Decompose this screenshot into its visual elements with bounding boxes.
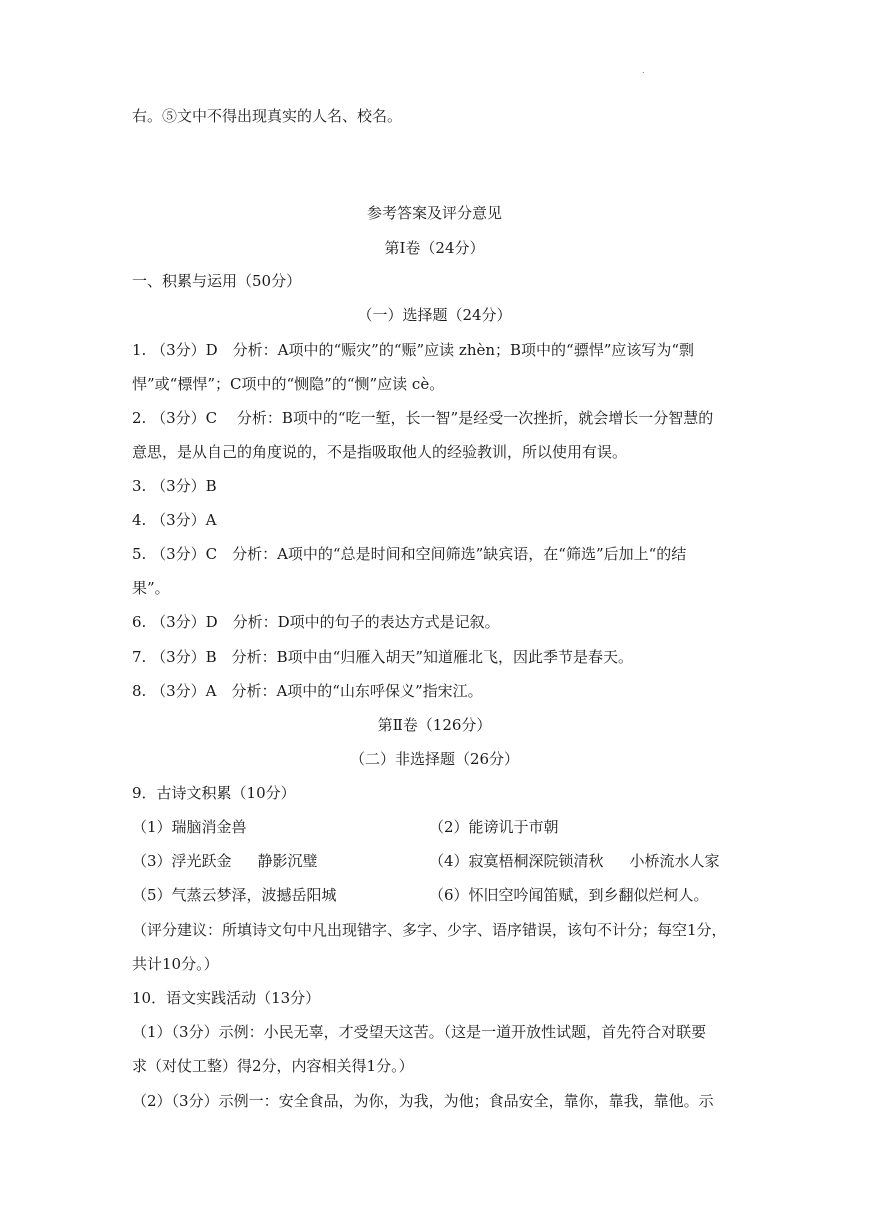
poem-answer: （5）气蒸云梦泽，波撼岳阳城 <box>132 886 337 904</box>
volume-2-heading: 第Ⅱ卷（126分） <box>377 716 492 734</box>
answer-line: 意思，是从自己的角度说的，不是指吸取他人的经验教训，所以使用有误。 <box>132 443 628 461</box>
header-dot: . <box>642 66 645 75</box>
answer-line: （1）（3分）示例：小民无辜，才受望天这苦。（这是一道开放性试题，首先符合对联要 <box>132 1023 707 1041</box>
answer-line: 求（对仗工整）得2分，内容相关得1分。） <box>132 1057 414 1075</box>
poem-answer <box>429 851 720 871</box>
answer-line: 悍”或“標悍”；C项中的“恻隐”的“恻”应读 cè。 <box>132 375 445 393</box>
answer-line: （2）（3分）示例一：安全食品，为你，为我，为他；食品安全，靠你，靠我，靠他。示 <box>132 1092 714 1110</box>
answer-title: 参考答案及评分意见 <box>366 204 502 222</box>
subsection-heading: （二）非选择题（26分） <box>349 750 520 768</box>
answer-line: 6. （3分）D 分析：D项中的句子的表达方式是记叙。 <box>132 613 500 631</box>
answer-line: 7. （3分）B 分析：B项中由“归雁入胡天”知道雁北飞，因此季节是春天。 <box>132 648 634 666</box>
question-heading: 10．语文实践活动（13分） <box>132 989 321 1007</box>
scoring-note: 共计10分。） <box>132 955 219 973</box>
answer-line: 2. （3分）C 分析：B项中的“吃一堑，长一智”是经受一次挫折，就会增长一分智慧的 <box>132 409 714 427</box>
answer-line: 5. （3分）C 分析：A项中的“总是时间和空间筛选”缺宾语，在“筛选”后加上“的结 <box>132 545 687 563</box>
poem-answer-part: （3）浮光跃金 <box>132 852 232 870</box>
answer-line: 3. （3分）B <box>132 477 217 495</box>
question-heading: 9．古诗文积累（10分） <box>132 784 296 802</box>
answer-line: 8. （3分）A 分析：A项中的“山东呼保义”指宋江。 <box>132 682 483 700</box>
poem-answer-part: 静影沉璧 <box>257 852 318 870</box>
poem-answer: （1）瑞脑消金兽 <box>132 818 247 836</box>
poem-answer: （2）能谤讥于市朝 <box>429 818 559 836</box>
text-line: 右。⑤文中不得出现真实的人名、校名。 <box>132 107 403 125</box>
answer-line: 4. （3分）A <box>132 511 217 529</box>
poem-answer: （6）怀旧空吟闻笛赋，到乡翻似烂柯人。 <box>429 886 709 904</box>
answer-line: 1. （3分）D 分析：A项中的“赈灾”的“赈”应读 zhèn；B项中的“骠悍”应该写为“剽 <box>132 341 695 359</box>
poem-answer-part: 小桥流水人家 <box>629 852 720 870</box>
poem-answer <box>132 851 318 871</box>
subsection-heading: （一）选择题（24分） <box>357 306 512 324</box>
answer-line: 果”。 <box>132 579 170 597</box>
poem-answer-part: （4）寂寞梧桐深院锁清秋 <box>429 852 604 870</box>
volume-1-heading: 第Ⅰ卷（24分） <box>384 239 485 257</box>
section-heading: 一、积累与运用（50分） <box>132 272 302 290</box>
scoring-note: （评分建议：所填诗文句中凡出现错字、多字、少字、语序错误，该句不计分；每空1分， <box>132 921 727 939</box>
